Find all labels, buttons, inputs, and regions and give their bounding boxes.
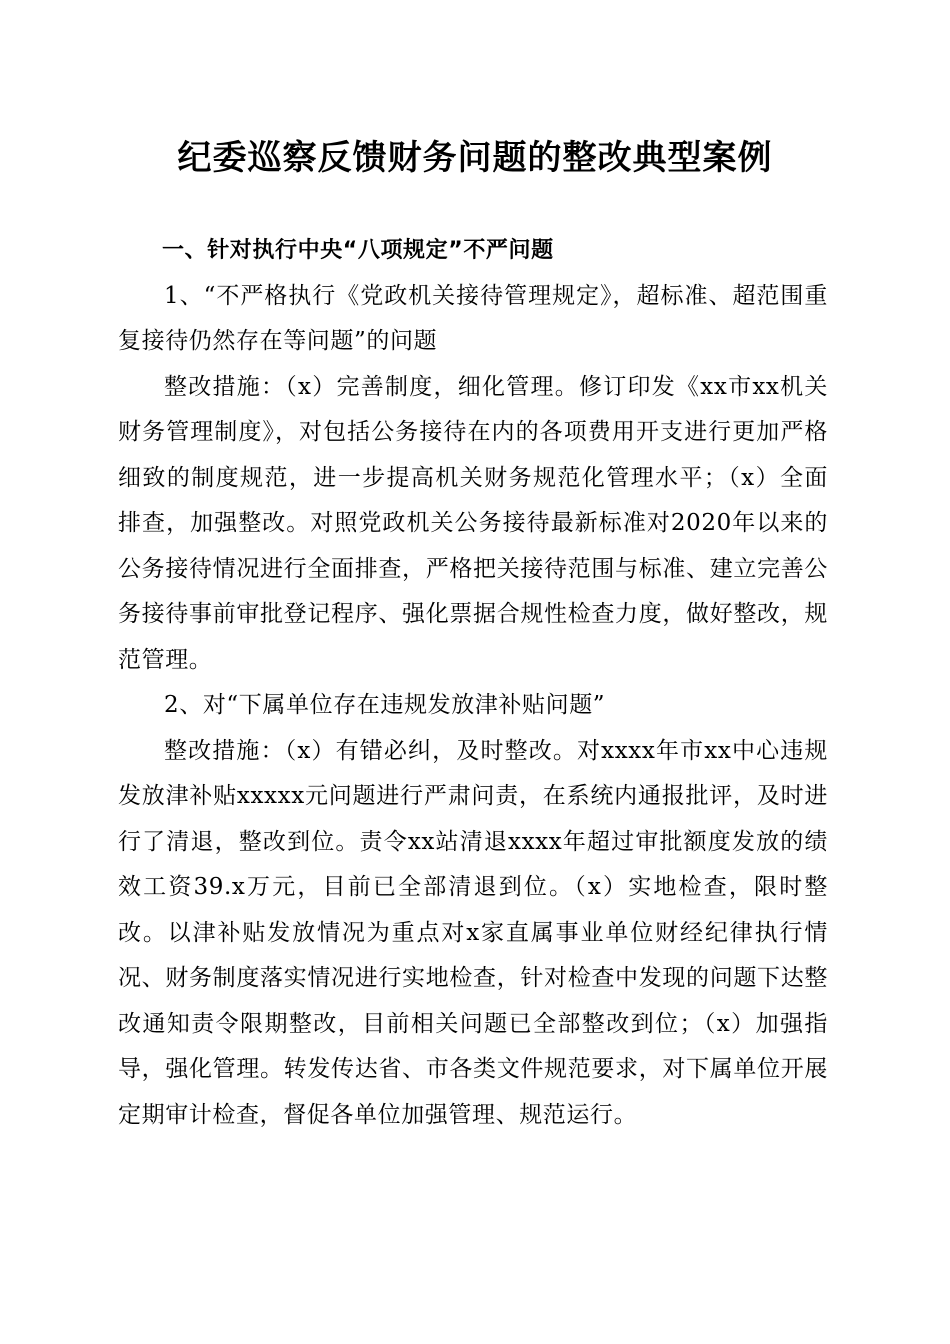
- item-1-measures: 整改措施：（x）完善制度，细化管理。修订印发《xx市xx机关财务管理制度》，对包括公务接待在内的各项费用开支进行更加严格细致的制度规范，进一步提高机关财务规范化管理水平；（x）全面排查，加强整改。对照党政机关公务接待最新标准对2020年以来的公务接待情况进行全面排查，严格把关接待范围与标准、建立完善公务接待事前审批登记程序、强化票据合规性检查力度，做好整改，规范管理。: [118, 373, 828, 673]
- item-2-problem: 2、对“下属单位存在违规发放津补贴问题”: [164, 692, 606, 718]
- section-heading: 一、针对执行中央“八项规定”不严问题: [162, 238, 554, 263]
- item-1-problem: 1、“不严格执行《党政机关接待管理规定》，超标准、超范围重复接待仍然存在等问题”的问题: [118, 282, 828, 354]
- document-title: 纪委巡察反馈财务问题的整改典型案例: [177, 138, 773, 178]
- document-body: [118, 228, 828, 1138]
- item-2-measures: 整改措施：（x）有错必纠，及时整改。对xxxx年市xx中心违规发放津补贴xxxxx元问题进行严肃问责，在系统内通报批评，及时进行了清退，整改到位。责令xx站清退xxxx年超过审批额度发放的绩效工资39.x万元，目前已全部清退到位。（x）实地检查，限时整改。以津补贴发放情况为重点对x家直属事业单位财经纪律执行情况、财务制度落实情况进行实地检查，针对检查中发现的问题下达整改通知责令限期整改，目前相关问题已全部整改到位；（x）加强指导，强化管理。转发传达省、市各类文件规范要求，对下属单位开展定期审计检查，督促各单位加强管理、规范运行。: [118, 737, 828, 1128]
